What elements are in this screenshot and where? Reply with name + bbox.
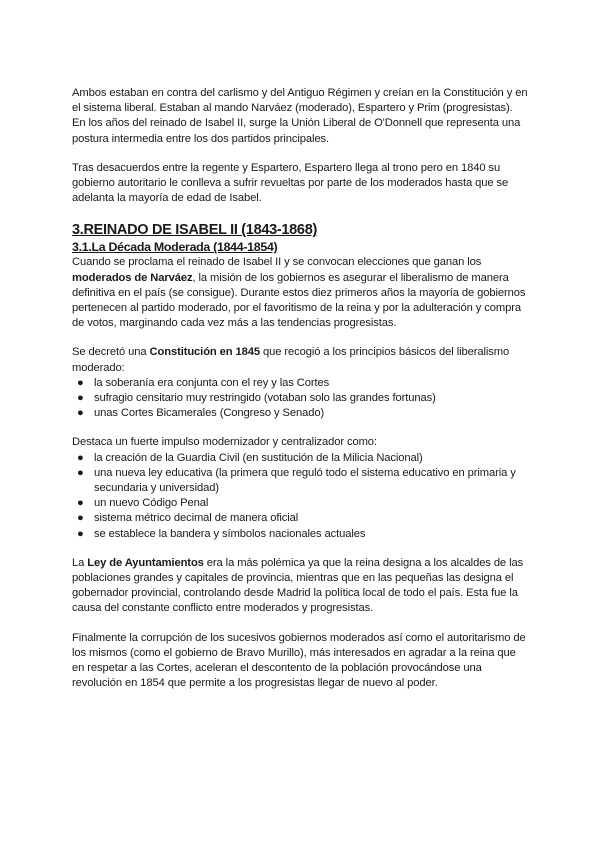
text-run: , la misión de los gobiernos es asegurar el liberalismo de manera definitiva en el país (se consigue). Durante estos diez primeros años la mayoría de gobiernos pertenecen al partido moderado, por el favoritismo de la reina y por la adulteración y compra de votos, marginando cada vez más a las tendencias progresistas. [72, 271, 526, 330]
bold-term: moderados de Narváez [72, 271, 193, 284]
text-run: Se decretó una [72, 346, 150, 359]
bullet-icon: ● [77, 527, 84, 540]
bullet-icon: ● [77, 497, 84, 510]
bullet-icon: ● [77, 392, 84, 405]
list-item-text: una nueva ley educativa (la primera que reguló todo el sistema educativo en primaria y secundaria y universidad) [94, 466, 516, 495]
list-item-text: la soberanía era conjunta con el rey y las Cortes [94, 376, 330, 389]
text-run: que recogió a los principios básicos del liberalismo moderado: [72, 346, 510, 374]
paragraph-espartero: Tras desacuerdos entre la regente y Espartero, Espartero llega al trono pero en 1840 su gobierno autoritario le conlleva a sufrir revueltas por parte de los moderados hasta que se adelanta la mayoría de edad de Isabel. [72, 161, 509, 205]
list-item [72, 391, 528, 406]
bullet-icon: ● [77, 407, 84, 420]
list-item-text: sufragio censitario muy restringido (votaban solo las grandes fortunas) [94, 392, 436, 405]
text-run: La [72, 556, 88, 569]
paragraph-revolucion-1854: Finalmente la corrupción de los sucesivos gobiernos moderados así como el autoritarismo de los mismos (como el gobierno de Bravo Murillo), más interesados en agradar a la reina que en respetar a las Cortes, aceleran el descontento de la población provocándose una revolución en 1854 que permite a los progresistas llegar de nuevo al poder. [72, 631, 526, 690]
reforms-list [72, 451, 528, 542]
bullet-icon: ● [77, 512, 84, 525]
text-run: Cuando se proclama el reinado de Isabel II y se convocan elecciones que ganan los [72, 256, 482, 269]
subsection-heading: 3.1.La Década Moderada (1844-1854) [72, 240, 278, 255]
list-item-text: sistema métrico decimal de manera oficial [94, 512, 299, 525]
list-item-text: un nuevo Código Penal [94, 497, 209, 510]
paragraph-ayuntamientos [72, 556, 528, 617]
list-item [72, 466, 528, 496]
paragraph-intro: Ambos estaban en contra del carlismo y del Antiguo Régimen y creían en la Constitución y en el sistema liberal. Estaban al mando Narváez (moderado), Espartero y Prim (progresistas). En los años del reinado de Isabel II, surge la Unión Liberal de O'Donnell que representa una postura intermedia entre los dos partidos principales. [72, 87, 528, 145]
text-run: era la más polémica ya que la reina designa a los alcaldes de las poblaciones grandes y capitales de provincia, mientras que en las pequeñas las designa el gobernador provincial, controlando desde Madrid la política local de todo el país. Esta fue la causa del constante conflicto entre moderados y progresistas. [72, 556, 524, 615]
list-item-text: la creación de la Guardia Civil (en sustitución de la Milicia Nacional) [94, 451, 423, 464]
constitucion-principles-list [72, 376, 528, 422]
list-item-text: unas Cortes Bicamerales (Congreso y Senado) [94, 407, 325, 420]
list-item [72, 511, 528, 526]
section-heading: 3.REINADO DE ISABEL II (1843-1868) [72, 222, 317, 239]
bold-term: Ley de Ayuntamientos [87, 556, 204, 569]
list-item-text: se establece la bandera y símbolos nacionales actuales [94, 527, 366, 540]
bullet-icon: ● [77, 376, 84, 389]
list-item [72, 376, 528, 391]
document-body [72, 86, 528, 706]
bullet-icon: ● [77, 466, 84, 479]
paragraph-constitucion [72, 345, 528, 375]
paragraph-decada-moderada [72, 255, 528, 331]
list-item [72, 406, 528, 421]
list-item [72, 496, 528, 511]
bullet-icon: ● [77, 451, 84, 464]
bold-term: Constitución en 1845 [149, 346, 261, 359]
list-item [72, 527, 528, 542]
list-item [72, 451, 528, 466]
paragraph-modernizador: Destaca un fuerte impulso modernizador y centralizador como: [72, 436, 377, 449]
